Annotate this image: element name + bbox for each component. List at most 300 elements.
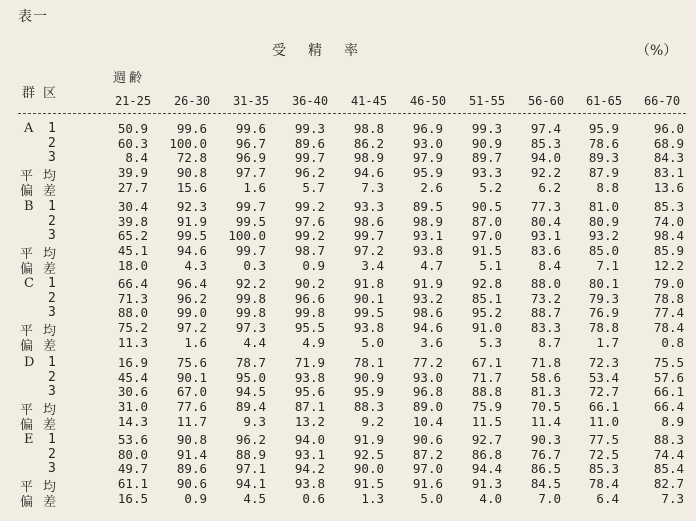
table-cell: 94.5: [235, 384, 266, 400]
table-cell: 84.3: [653, 150, 684, 166]
table-cell: 93.8: [353, 320, 384, 336]
table-cell: 30.6: [117, 384, 148, 400]
table-cell: 57.6: [653, 369, 684, 385]
table-row: [0, 243, 696, 263]
table-cell: 78.4: [653, 320, 684, 336]
table-cell: 8.9: [661, 413, 684, 429]
table-cell: 72.5: [588, 446, 619, 462]
table-cell: 93.8: [294, 369, 325, 385]
table-cell: 90.6: [412, 432, 443, 447]
table-cell: 81.0: [588, 199, 619, 214]
table-cell: 4.3: [184, 257, 207, 273]
table-cell: 99.6: [176, 121, 207, 136]
table-cell: 96.8: [412, 384, 443, 400]
table-cell: 98.9: [412, 213, 443, 229]
table-cell: 11.7: [176, 413, 207, 429]
table-cell: 93.1: [294, 446, 325, 462]
replicate-label: 2: [48, 213, 56, 229]
table-cell: 96.9: [412, 121, 443, 136]
table-row: [0, 413, 696, 433]
stat-label: 偏差: [20, 183, 67, 199]
table-cell: 99.8: [235, 290, 266, 306]
table-cell: 99.7: [235, 243, 266, 259]
table-cell: 91.4: [176, 446, 207, 462]
table-cell: 80.9: [588, 213, 619, 229]
table-cell: 90.1: [353, 290, 384, 306]
table-cell: 83.6: [530, 243, 561, 259]
stat-label: 偏差: [20, 261, 67, 277]
table-cell: 96.0: [653, 121, 684, 136]
replicate-label: 1: [48, 199, 56, 214]
group-letter: B: [24, 199, 34, 214]
table-cell: 93.3: [353, 199, 384, 214]
table-cell: 93.8: [294, 476, 325, 492]
table-cell: 71.8: [530, 355, 561, 370]
table-cell: 72.3: [588, 355, 619, 370]
table-cell: 97.7: [235, 165, 266, 181]
unit-label: （%）: [636, 43, 678, 59]
group-letter: C: [24, 276, 34, 291]
table-row: [0, 199, 696, 214]
table-cell: 15.6: [176, 179, 207, 195]
table-cell: 91.9: [412, 276, 443, 291]
table-cell: 0.9: [184, 490, 207, 506]
column-header: 51-55: [468, 94, 506, 108]
table-cell: 79.3: [588, 290, 619, 306]
table-cell: 50.9: [117, 121, 148, 136]
table-cell: 90.5: [471, 199, 502, 214]
table-cell: 99.2: [294, 199, 325, 214]
table-cell: 95.5: [294, 320, 325, 336]
table-cell: 99.8: [294, 305, 325, 321]
table-cell: 27.7: [117, 179, 148, 195]
table-cell: 99.8: [235, 305, 266, 321]
group-letter: D: [24, 355, 35, 370]
table-cell: 93.8: [412, 243, 443, 259]
table-cell: 39.8: [117, 213, 148, 229]
column-header: 21-25: [114, 94, 152, 108]
table-cell: 10.4: [412, 413, 443, 429]
table-cell: 67.1: [471, 355, 502, 370]
table-cell: 5.0: [361, 334, 384, 350]
table-cell: 66.4: [653, 399, 684, 415]
table-row: [0, 476, 696, 496]
table-cell: 79.0: [653, 276, 684, 291]
table-cell: 1.6: [243, 179, 266, 195]
table-cell: 75.6: [176, 355, 207, 370]
table-cell: 3.6: [420, 334, 443, 350]
table-cell: 85.4: [653, 461, 684, 477]
table-cell: 8.4: [125, 150, 148, 166]
table-cell: 91.0: [471, 320, 502, 336]
replicate-label: 2: [48, 135, 56, 151]
table-cell: 88.7: [530, 305, 561, 321]
table-cell: 88.3: [353, 399, 384, 415]
table-label: 表一: [18, 9, 48, 25]
table-cell: 89.4: [235, 399, 266, 415]
table-cell: 99.5: [353, 305, 384, 321]
table-cell: 45.1: [117, 243, 148, 259]
table-cell: 16.9: [117, 355, 148, 370]
table-cell: 97.0: [412, 461, 443, 477]
table-cell: 65.2: [117, 228, 148, 244]
table-row: [0, 228, 696, 243]
table-cell: 78.1: [353, 355, 384, 370]
table-cell: 87.2: [412, 446, 443, 462]
table-cell: 86.5: [530, 461, 561, 477]
table-cell: 18.0: [117, 257, 148, 273]
table-cell: 80.4: [530, 213, 561, 229]
table-cell: 99.7: [235, 199, 266, 214]
table-cell: 6.2: [538, 179, 561, 195]
stat-label: 偏差: [20, 494, 67, 510]
replicate-label: 1: [48, 276, 56, 291]
table-cell: 11.0: [588, 413, 619, 429]
table-cell: 12.2: [653, 257, 684, 273]
stat-label: 平均: [20, 480, 67, 496]
table-cell: 88.0: [117, 305, 148, 321]
table-row: [0, 461, 696, 476]
table-cell: 99.0: [176, 305, 207, 321]
table-cell: 94.6: [412, 320, 443, 336]
table-cell: 92.3: [176, 199, 207, 214]
table-row: [0, 355, 696, 370]
table-cell: 80.0: [117, 446, 148, 462]
table-cell: 78.8: [653, 290, 684, 306]
table-cell: 66.1: [588, 399, 619, 415]
table-cell: 97.2: [176, 320, 207, 336]
table-cell: 86.8: [471, 446, 502, 462]
table-cell: 4.5: [243, 490, 266, 506]
table-row: [0, 257, 696, 277]
table-cell: 92.2: [235, 276, 266, 291]
column-header: 66-70: [643, 94, 681, 108]
table-cell: 78.8: [588, 320, 619, 336]
table-cell: 99.2: [294, 228, 325, 244]
table-cell: 88.8: [471, 384, 502, 400]
table-cell: 68.9: [653, 135, 684, 151]
table-cell: 8.7: [538, 334, 561, 350]
table-cell: 93.0: [412, 135, 443, 151]
table-cell: 85.3: [588, 461, 619, 477]
table-cell: 6.4: [596, 490, 619, 506]
column-header: 41-45: [350, 94, 388, 108]
column-header: 26-30: [173, 94, 211, 108]
table-cell: 5.7: [302, 179, 325, 195]
table-cell: 91.6: [412, 476, 443, 492]
table-row: [0, 432, 696, 447]
table-row: [0, 399, 696, 419]
table-cell: 96.7: [235, 135, 266, 151]
table-cell: 100.0: [169, 135, 207, 151]
replicate-label: 3: [48, 461, 56, 477]
table-cell: 89.7: [471, 150, 502, 166]
table-cell: 1.6: [184, 334, 207, 350]
table-row: [0, 136, 696, 151]
table-cell: 76.7: [530, 446, 561, 462]
table-cell: 90.1: [176, 369, 207, 385]
table-cell: 0.3: [243, 257, 266, 273]
table-cell: 94.0: [530, 150, 561, 166]
table-cell: 11.3: [117, 334, 148, 350]
column-header: 61-65: [585, 94, 623, 108]
table-cell: 74.4: [653, 446, 684, 462]
group-letter: A: [24, 121, 34, 136]
table-cell: 93.1: [530, 228, 561, 244]
replicate-label: 3: [48, 228, 56, 244]
table-row: [0, 121, 696, 136]
stat-label: 偏差: [20, 417, 67, 433]
table-cell: 92.7: [471, 432, 502, 447]
table-cell: 94.1: [235, 476, 266, 492]
table-cell: 0.9: [302, 257, 325, 273]
table-row: [0, 490, 696, 510]
table-cell: 86.2: [353, 135, 384, 151]
table-cell: 66.1: [653, 384, 684, 400]
replicate-label: 3: [48, 384, 56, 400]
table-cell: 89.6: [176, 461, 207, 477]
table-cell: 71.7: [471, 369, 502, 385]
table-cell: 82.7: [653, 476, 684, 492]
table-cell: 4.9: [302, 334, 325, 350]
stat-label: 平均: [20, 324, 67, 340]
table-cell: 97.6: [294, 213, 325, 229]
table-cell: 75.5: [653, 355, 684, 370]
table-cell: 85.0: [588, 243, 619, 259]
replicate-label: 3: [48, 150, 56, 166]
table-cell: 90.0: [353, 461, 384, 477]
table-cell: 53.4: [588, 369, 619, 385]
table-cell: 1.3: [361, 490, 384, 506]
table-cell: 87.1: [294, 399, 325, 415]
table-cell: 11.5: [471, 413, 502, 429]
table-cell: 89.6: [294, 135, 325, 151]
table-cell: 89.5: [412, 199, 443, 214]
column-header: 46-50: [409, 94, 447, 108]
table-cell: 98.8: [353, 121, 384, 136]
table-cell: 90.2: [294, 276, 325, 291]
stat-label: 平均: [20, 169, 67, 185]
table-cell: 90.8: [176, 165, 207, 181]
table-cell: 83.1: [653, 165, 684, 181]
table-cell: 85.9: [653, 243, 684, 259]
table-cell: 60.3: [117, 135, 148, 151]
replicate-label: 2: [48, 446, 56, 462]
table-cell: 94.0: [294, 432, 325, 447]
table-cell: 95.2: [471, 305, 502, 321]
table-cell: 9.3: [243, 413, 266, 429]
table-cell: 72.7: [588, 384, 619, 400]
table-cell: 94.4: [471, 461, 502, 477]
table-cell: 7.3: [661, 490, 684, 506]
table-row: [0, 291, 696, 306]
table-cell: 78.4: [588, 476, 619, 492]
replicate-label: 2: [48, 369, 56, 385]
table-cell: 8.4: [538, 257, 561, 273]
table-cell: 87.0: [471, 213, 502, 229]
table-cell: 3.4: [361, 257, 384, 273]
table-cell: 9.2: [361, 413, 384, 429]
table-cell: 99.3: [294, 121, 325, 136]
table-cell: 93.0: [412, 369, 443, 385]
table-cell: 75.9: [471, 399, 502, 415]
table-cell: 74.0: [653, 213, 684, 229]
table-cell: 85.3: [653, 199, 684, 214]
table-cell: 5.2: [479, 179, 502, 195]
table-cell: 7.3: [361, 179, 384, 195]
column-header: 31-35: [232, 94, 270, 108]
table-cell: 67.0: [176, 384, 207, 400]
table-cell: 94.2: [294, 461, 325, 477]
table-cell: 58.6: [530, 369, 561, 385]
table-cell: 99.5: [235, 213, 266, 229]
table-cell: 90.8: [176, 432, 207, 447]
table-row: [0, 370, 696, 385]
table-cell: 99.6: [235, 121, 266, 136]
table-cell: 89.0: [412, 399, 443, 415]
table-cell: 77.3: [530, 199, 561, 214]
table-cell: 97.1: [235, 461, 266, 477]
stat-label: 平均: [20, 247, 67, 263]
table-cell: 98.6: [412, 305, 443, 321]
stat-label: 偏差: [20, 338, 67, 354]
group-label: 群区: [22, 86, 65, 101]
table-cell: 0.8: [661, 334, 684, 350]
table-cell: 93.3: [471, 165, 502, 181]
table-cell: 80.1: [588, 276, 619, 291]
table-cell: 96.2: [235, 432, 266, 447]
table-cell: 5.3: [479, 334, 502, 350]
replicate-label: 1: [48, 121, 56, 136]
table-cell: 95.6: [294, 384, 325, 400]
replicate-label: 1: [48, 432, 56, 447]
table-row: [0, 384, 696, 399]
table-cell: 5.0: [420, 490, 443, 506]
table-cell: 77.4: [653, 305, 684, 321]
table-cell: 77.5: [588, 432, 619, 447]
table-row: [0, 320, 696, 340]
table-cell: 72.8: [176, 150, 207, 166]
table-cell: 98.4: [653, 228, 684, 244]
table-cell: 97.2: [353, 243, 384, 259]
table-cell: 49.7: [117, 461, 148, 477]
table-row: [0, 165, 696, 185]
table-cell: 66.4: [117, 276, 148, 291]
table-cell: 90.6: [176, 476, 207, 492]
table-cell: 78.7: [235, 355, 266, 370]
table-cell: 76.9: [588, 305, 619, 321]
table-cell: 95.9: [412, 165, 443, 181]
table-title: 受精率: [272, 43, 380, 59]
table-cell: 97.4: [530, 121, 561, 136]
week-age-label: 週齢: [113, 71, 146, 86]
table-cell: 91.9: [353, 432, 384, 447]
table-cell: 71.3: [117, 290, 148, 306]
table-cell: 16.5: [117, 490, 148, 506]
table-cell: 95.9: [353, 384, 384, 400]
table-cell: 95.0: [235, 369, 266, 385]
table-cell: 78.6: [588, 135, 619, 151]
table-cell: 45.4: [117, 369, 148, 385]
table-cell: 53.6: [117, 432, 148, 447]
table-cell: 71.9: [294, 355, 325, 370]
table-cell: 96.2: [176, 290, 207, 306]
column-header: 56-60: [527, 94, 565, 108]
table-cell: 13.2: [294, 413, 325, 429]
table-cell: 85.3: [530, 135, 561, 151]
table-cell: 90.3: [530, 432, 561, 447]
table-cell: 61.1: [117, 476, 148, 492]
table-cell: 73.2: [530, 290, 561, 306]
table-row: [0, 305, 696, 320]
table-cell: 8.8: [596, 179, 619, 195]
table-cell: 4.0: [479, 490, 502, 506]
table-cell: 4.7: [420, 257, 443, 273]
table-cell: 99.7: [294, 150, 325, 166]
table-cell: 97.0: [471, 228, 502, 244]
table-row: [0, 214, 696, 229]
table-cell: 83.3: [530, 320, 561, 336]
table-cell: 92.8: [471, 276, 502, 291]
table-cell: 13.6: [653, 179, 684, 195]
table-row: [0, 447, 696, 462]
table-cell: 77.6: [176, 399, 207, 415]
table-row: [0, 276, 696, 291]
table-cell: 97.3: [235, 320, 266, 336]
table-cell: 98.7: [294, 243, 325, 259]
table-cell: 91.8: [353, 276, 384, 291]
table-row: [0, 179, 696, 199]
table-cell: 96.4: [176, 276, 207, 291]
table-cell: 98.6: [353, 213, 384, 229]
table-cell: 99.7: [353, 228, 384, 244]
table-cell: 31.0: [117, 399, 148, 415]
table-cell: 39.9: [117, 165, 148, 181]
table-cell: 84.5: [530, 476, 561, 492]
table-cell: 96.9: [235, 150, 266, 166]
table-cell: 98.9: [353, 150, 384, 166]
table-cell: 91.9: [176, 213, 207, 229]
table-cell: 88.3: [653, 432, 684, 447]
replicate-label: 2: [48, 290, 56, 306]
table-cell: 81.3: [530, 384, 561, 400]
table-cell: 99.3: [471, 121, 502, 136]
replicate-label: 1: [48, 355, 56, 370]
table-cell: 96.6: [294, 290, 325, 306]
table-cell: 0.6: [302, 490, 325, 506]
table-cell: 92.5: [353, 446, 384, 462]
column-header: 36-40: [291, 94, 329, 108]
replicate-label: 3: [48, 305, 56, 321]
table-cell: 7.0: [538, 490, 561, 506]
table-cell: 30.4: [117, 199, 148, 214]
table-cell: 88.0: [530, 276, 561, 291]
table-cell: 77.2: [412, 355, 443, 370]
table-cell: 88.9: [235, 446, 266, 462]
table-cell: 91.3: [471, 476, 502, 492]
table-cell: 96.2: [294, 165, 325, 181]
table-cell: 90.9: [471, 135, 502, 151]
table-cell: 2.6: [420, 179, 443, 195]
table-cell: 70.5: [530, 399, 561, 415]
table-cell: 89.3: [588, 150, 619, 166]
table-cell: 87.9: [588, 165, 619, 181]
table-cell: 94.6: [176, 243, 207, 259]
table-cell: 5.1: [479, 257, 502, 273]
stat-label: 平均: [20, 403, 67, 419]
table-cell: 97.9: [412, 150, 443, 166]
table-cell: 95.9: [588, 121, 619, 136]
